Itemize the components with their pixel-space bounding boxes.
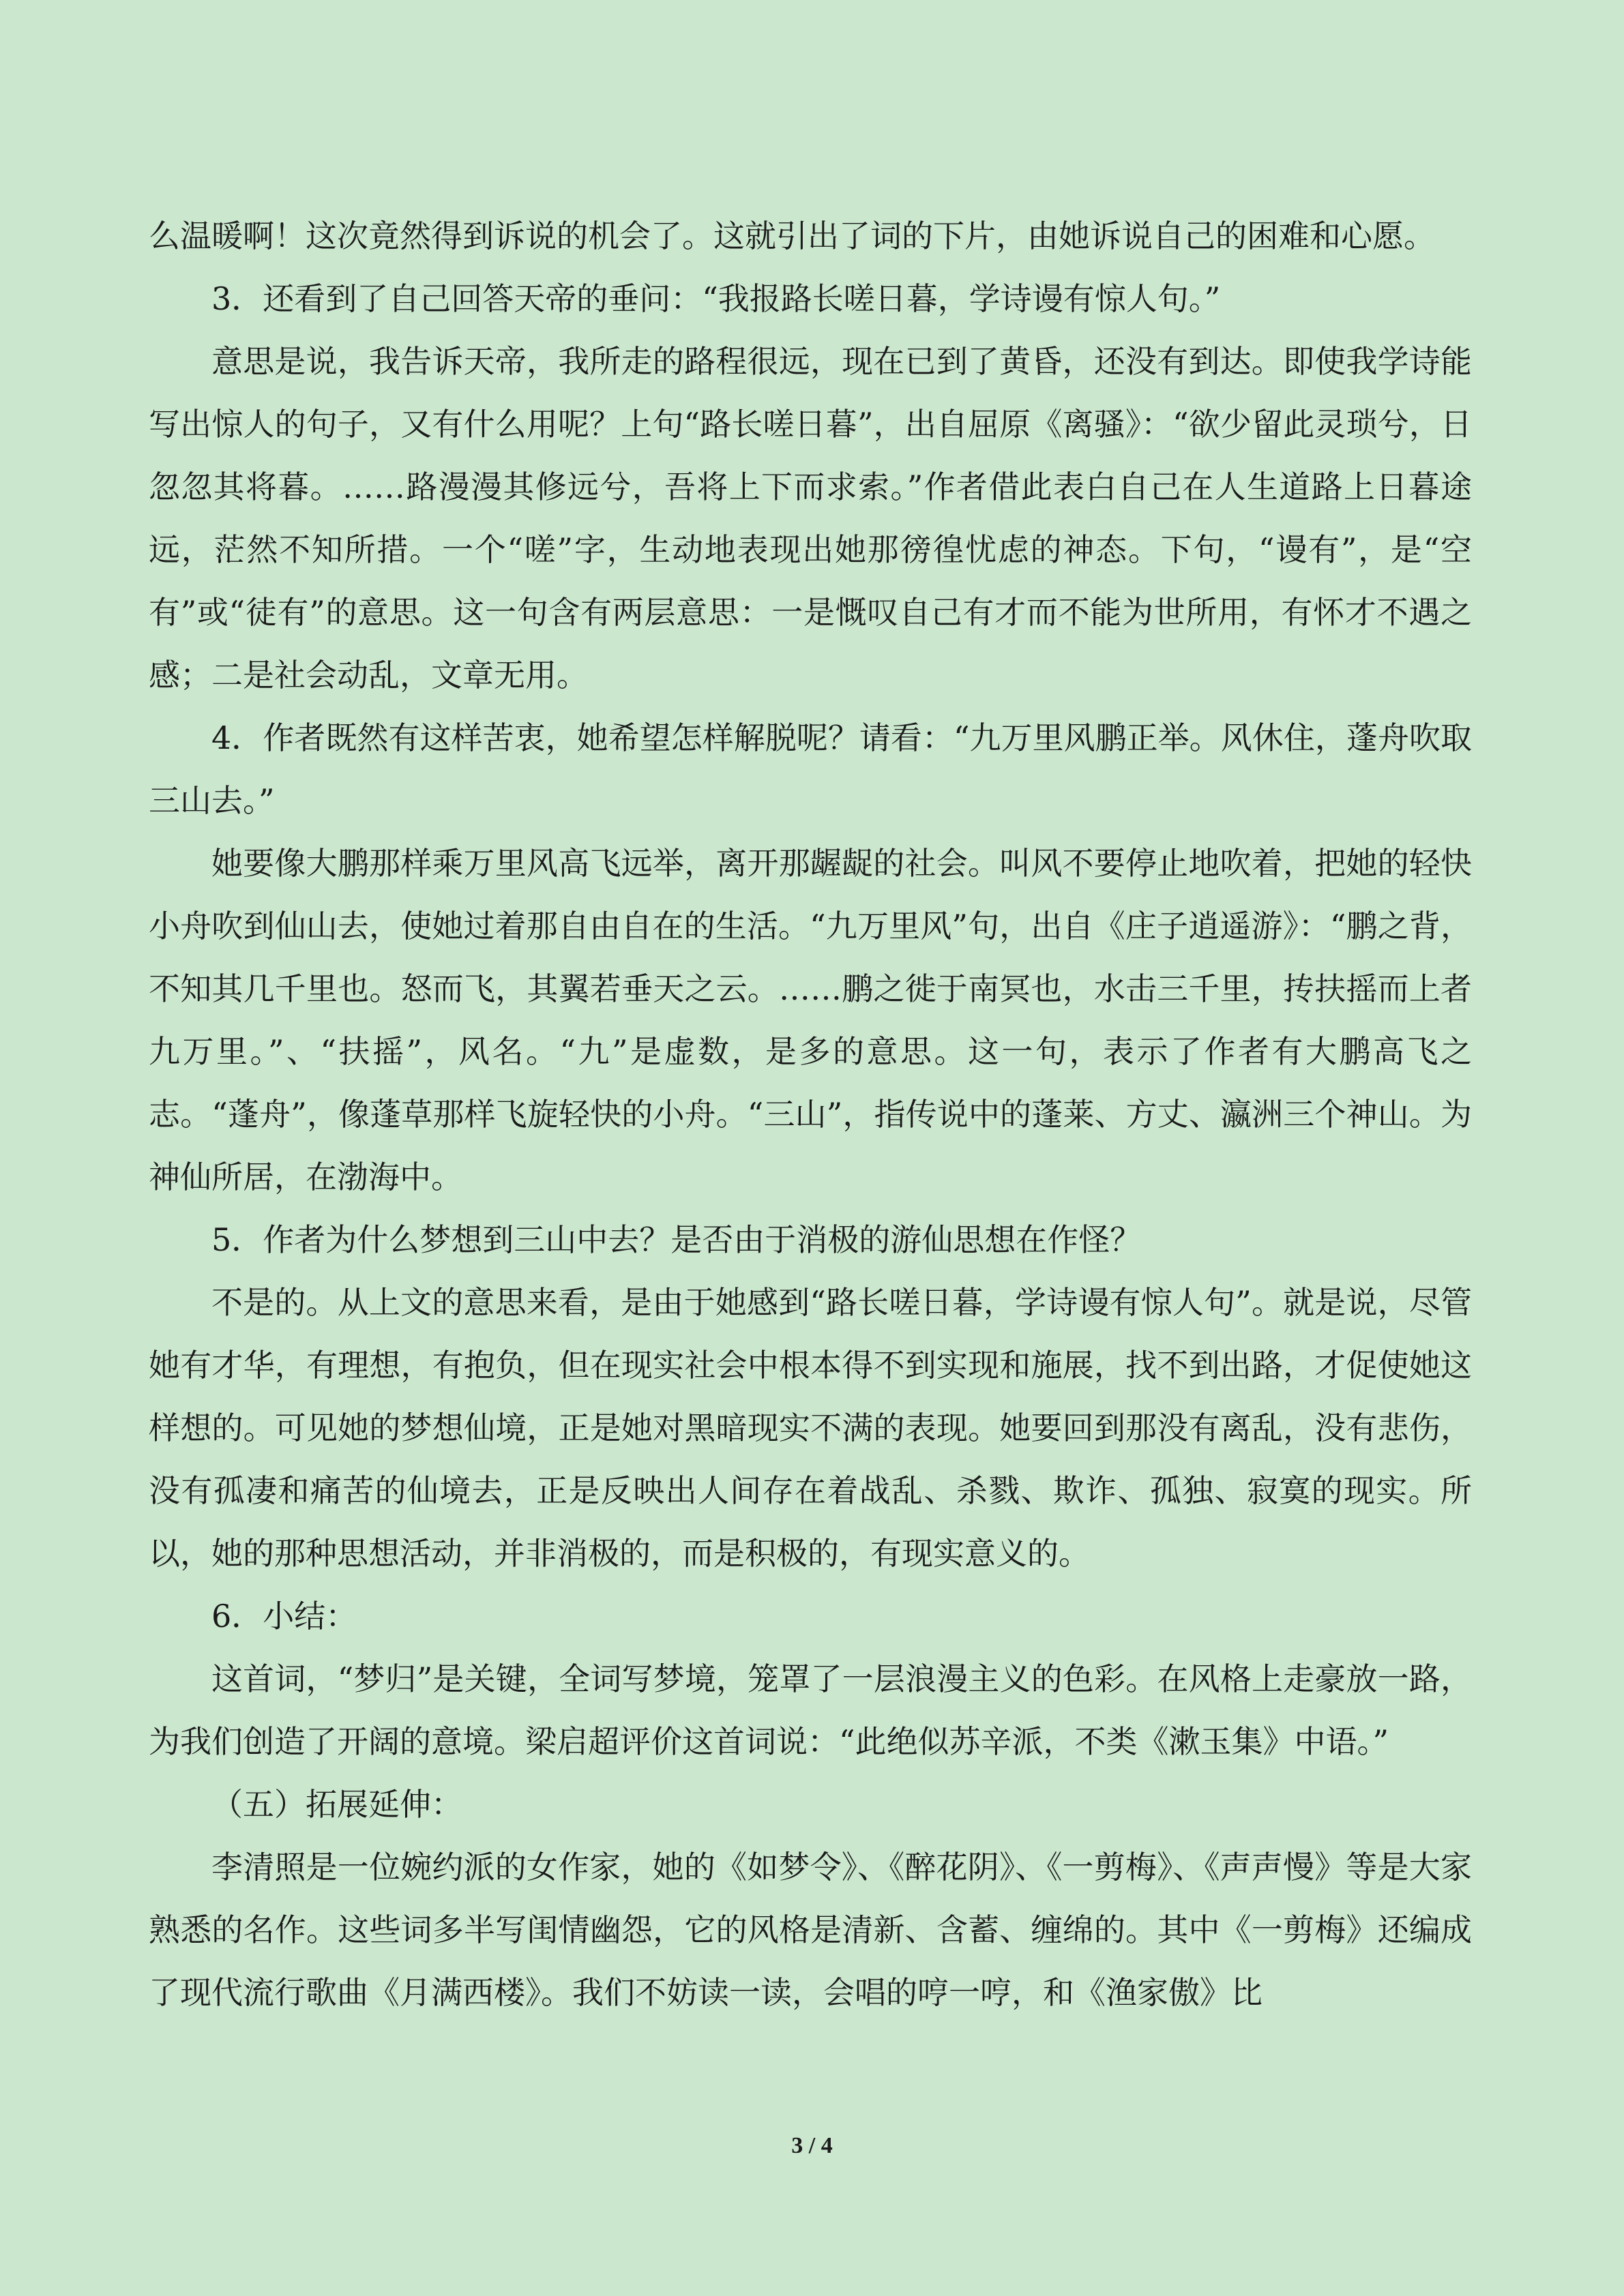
paragraph-10: （五）拓展延伸： [211,1786,462,1823]
paragraph-11: 李清照是一位婉约派的女作家，她的《如梦令》、《醉花阴》、《一剪梅》、《声声慢》等是大家熟悉的名作。这些词多半写闺情幽怨，它的风格是清新、含蓄、缠绵的。其中《一剪梅》还编成了现代流行歌曲《月满西楼》。我们不妨读一读，会唱的哼一哼，和《渔家傲》比 [149,1849,1472,2011]
paragraph-3: 意思是说，我告诉天帝，我所走的路程很远，现在已到了黄昏，还没有到达。即使我学诗能写出惊人的句子，又有什么用呢？上句“路长嗟日暮”，出自屈原《离骚》：“欲少留此灵琐兮，日忽忽其将暮。……路漫漫其修远兮，吾将上下而求索。”作者借此表白自己在人生道路上日暮途远，茫然不知所措。一个“嗟”字，生动地表现出她那徬徨忧虑的神态。下句，“谩有”，是“空有”或“徒有”的意思。这一句含有两层意思：一是慨叹自己有才而不能为世所用，有怀才不遇之感；二是社会动乱，文章无用。 [149,343,1472,694]
page-number: 3 / 4 [791,2133,833,2158]
paragraph-8: 6．小结： [211,1598,357,1635]
paragraph-2: 3．还看到了自己回答天帝的垂问：“我报路长嗟日暮，学诗谩有惊人句。” [211,280,1221,317]
document-body [149,205,1472,2024]
paragraph-9: 这首词，“梦归”是关键，全词写梦境，笼罩了一层浪漫主义的色彩。在风格上走豪放一路，为我们创造了开阔的意境。梁启超评价这首词说：“此绝似苏辛派，不类《漱玉集》中语。” [149,1660,1472,1760]
paragraph-4: 4．作者既然有这样苦衷，她希望怎样解脱呢？请看：“九万里风鹏正举。风休住，蓬舟吹取三山去。” [149,719,1472,819]
paragraph-7: 不是的。从上文的意思来看，是由于她感到“路长嗟日暮，学诗谩有惊人句”。就是说，尽管她有才华，有理想，有抱负，但在现实社会中根本得不到实现和施展，找不到出路，才促使她这样想的。可见她的梦想仙境，正是她对黑暗现实不满的表现。她要回到那没有离乱，没有悲伤，没有孤凄和痛苦的仙境去，正是反映出人间存在着战乱、杀戮、欺诈、孤独、寂寞的现实。所以，她的那种思想活动，并非消极的，而是积极的，有现实意义的。 [149,1284,1472,1572]
paragraph-6: 5．作者为什么梦想到三山中去？是否由于消极的游仙思想在作怪？ [211,1221,1142,1258]
paragraph-5: 她要像大鹏那样乘万里风高飞远举，离开那龌龊的社会。叫风不要停止地吹着，把她的轻快小舟吹到仙山去，使她过着那自由自在的生活。“九万里风”句，出自《庄子逍遥游》：“鹏之背，不知其几千里也。怒而飞，其翼若垂天之云。……鹏之徙于南冥也，水击三千里，抟扶摇而上者九万里。”、“扶摇”，风名。“九”是虚数，是多的意思。这一句，表示了作者有大鹏高飞之志。“蓬舟”，像蓬草那样飞旋轻快的小舟。“三山”，指传说中的蓬莱、方丈、瀛洲三个神山。为神仙所居，在渤海中。 [149,845,1472,1195]
paragraph-1: 么温暖啊！这次竟然得到诉说的机会了。这就引出了词的下片，由她诉说自己的困难和心愿。 [149,218,1435,254]
